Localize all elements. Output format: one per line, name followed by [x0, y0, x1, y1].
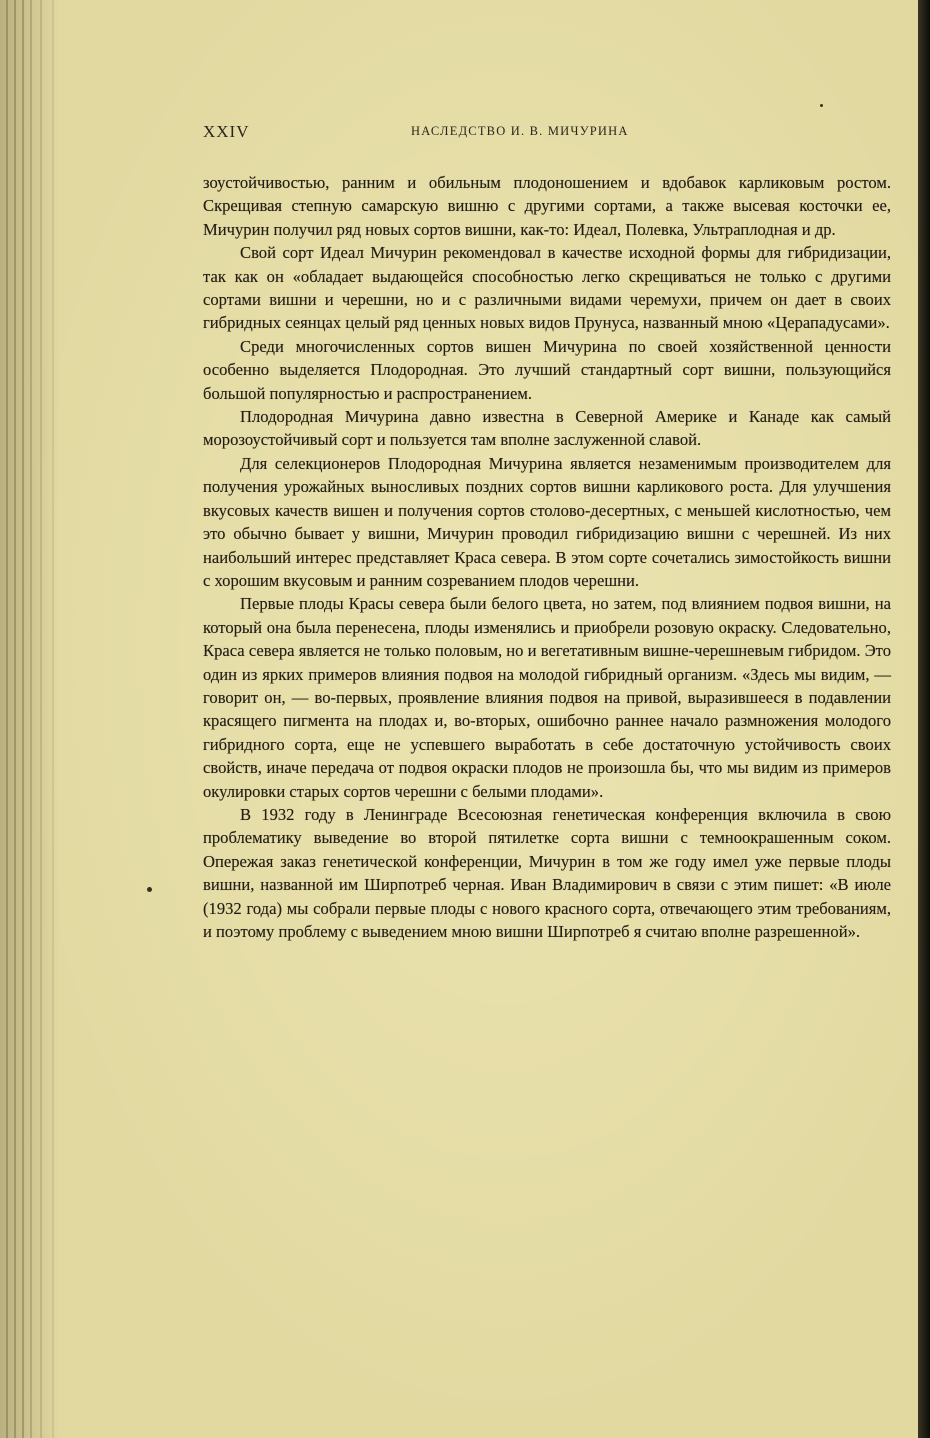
page-edge-line — [14, 0, 16, 1438]
paragraph: Для селекционеров Плодородная Мичурина является незаменимым производителем для получения урожайных выносливых поздних сортов вишни карликового роста. Для улучшения вкусовых качеств вишен и получения сортов столово-десертных, с меньшей кислотностью, чем это обычно бывает у вишни, Мичурин проводил гибридизацию вишни с черешней. Из них наибольший интерес представляет Краса севера. В этом сорте сочетались зимостойкость вишни с хорошим вкусовым и ранним созреванием плодов черешни. — [203, 453, 891, 590]
ink-speck — [820, 104, 823, 107]
page-edge-line — [30, 0, 32, 1438]
page-edge-line — [52, 0, 54, 1438]
page-edge-line — [6, 0, 8, 1438]
paragraph: Плодородная Мичурина давно известна в Северной Америке и Канаде как самый морозоустойчивый сорт и пользуется там вполне заслуженной славой. — [203, 407, 891, 450]
binding-edge — [918, 0, 930, 1438]
paragraph: Среди многочисленных сортов вишен Мичурина по своей хозяйственной ценности особенно выделяется Плодородная. Это лучший стандартный сорт вишни, пользующийся большой популярностью и распространением. — [203, 336, 891, 403]
paragraph: Свой сорт Идеал Мичурин рекомендовал в качестве исходной формы для гибридизации, так как он «обладает выдающейся способностью легко скрещиваться не только с другими сортами вишни и черешни, но и с различными видами черемухи, причем он дает в своих гибридных сеянцах целый ряд ценных новых видов Прунуса, названный мною «Церападусами». — [203, 243, 891, 333]
page-edge-line — [22, 0, 24, 1438]
running-title: НАСЛЕДСТВО И. В. МИЧУРИНА — [411, 124, 629, 138]
paragraph: В 1932 году в Ленинграде Всесоюзная генетическая конференция включила в свою проблематику выведение во второй пятилетке сорта вишни с темноокрашенным соком. Опережая заказ генетической конференции, Мичурин в том же году имел уже первые плоды вишни, названной им Ширпотреб черная. Иван Владимирович в связи с этим пишет: «В июле (1932 года) мы собрали первые плоды с нового красного сорта, отвечающего этим требованиям, и поэтому проблему с выведением мною вишни Ширпотреб я считаю вполне разрешенной». — [203, 804, 891, 941]
body-text — [203, 171, 891, 943]
page-number: XXIV — [203, 122, 250, 141]
paragraph: Первые плоды Красы севера были белого цвета, но затем, под влиянием подвоя вишни, на который она была перенесена, плоды изменялись и приобрели розовую окраску. Следовательно, Краса севера является не только половым, но и вегетативным вишне-черешневым гибридом. Это один из ярких примеров влияния подвоя на молодой гибридный организм. «Здесь мы видим, — говорит он, — во-первых, проявление влияния подвоя на привой, выразившееся в подавлении красящего пигмента на плодах и, во-вторых, ошибочно раннее начало размножения молодого гибридного сорта, еще не успевшего выработать в себе достаточную устойчивость своих свойств, иначе передача от подвоя окраски плодов не произошла бы, что мы видим из примеров окулировки старых сортов черешни с белыми плодами». — [203, 594, 891, 801]
ink-speck — [147, 887, 152, 892]
page-header — [203, 122, 891, 146]
page-edge-line — [40, 0, 42, 1438]
paragraph: зоустойчивостью, ранним и обильным плодоношением и вдобавок карликовым ростом. Скрещивая степную самарскую вишню с другими сортами, а также высевая косточки ее, Мичурин получил ряд новых сортов вишни, как-то: Идеал, Полевка, Ультраплодная и др. — [203, 173, 891, 239]
